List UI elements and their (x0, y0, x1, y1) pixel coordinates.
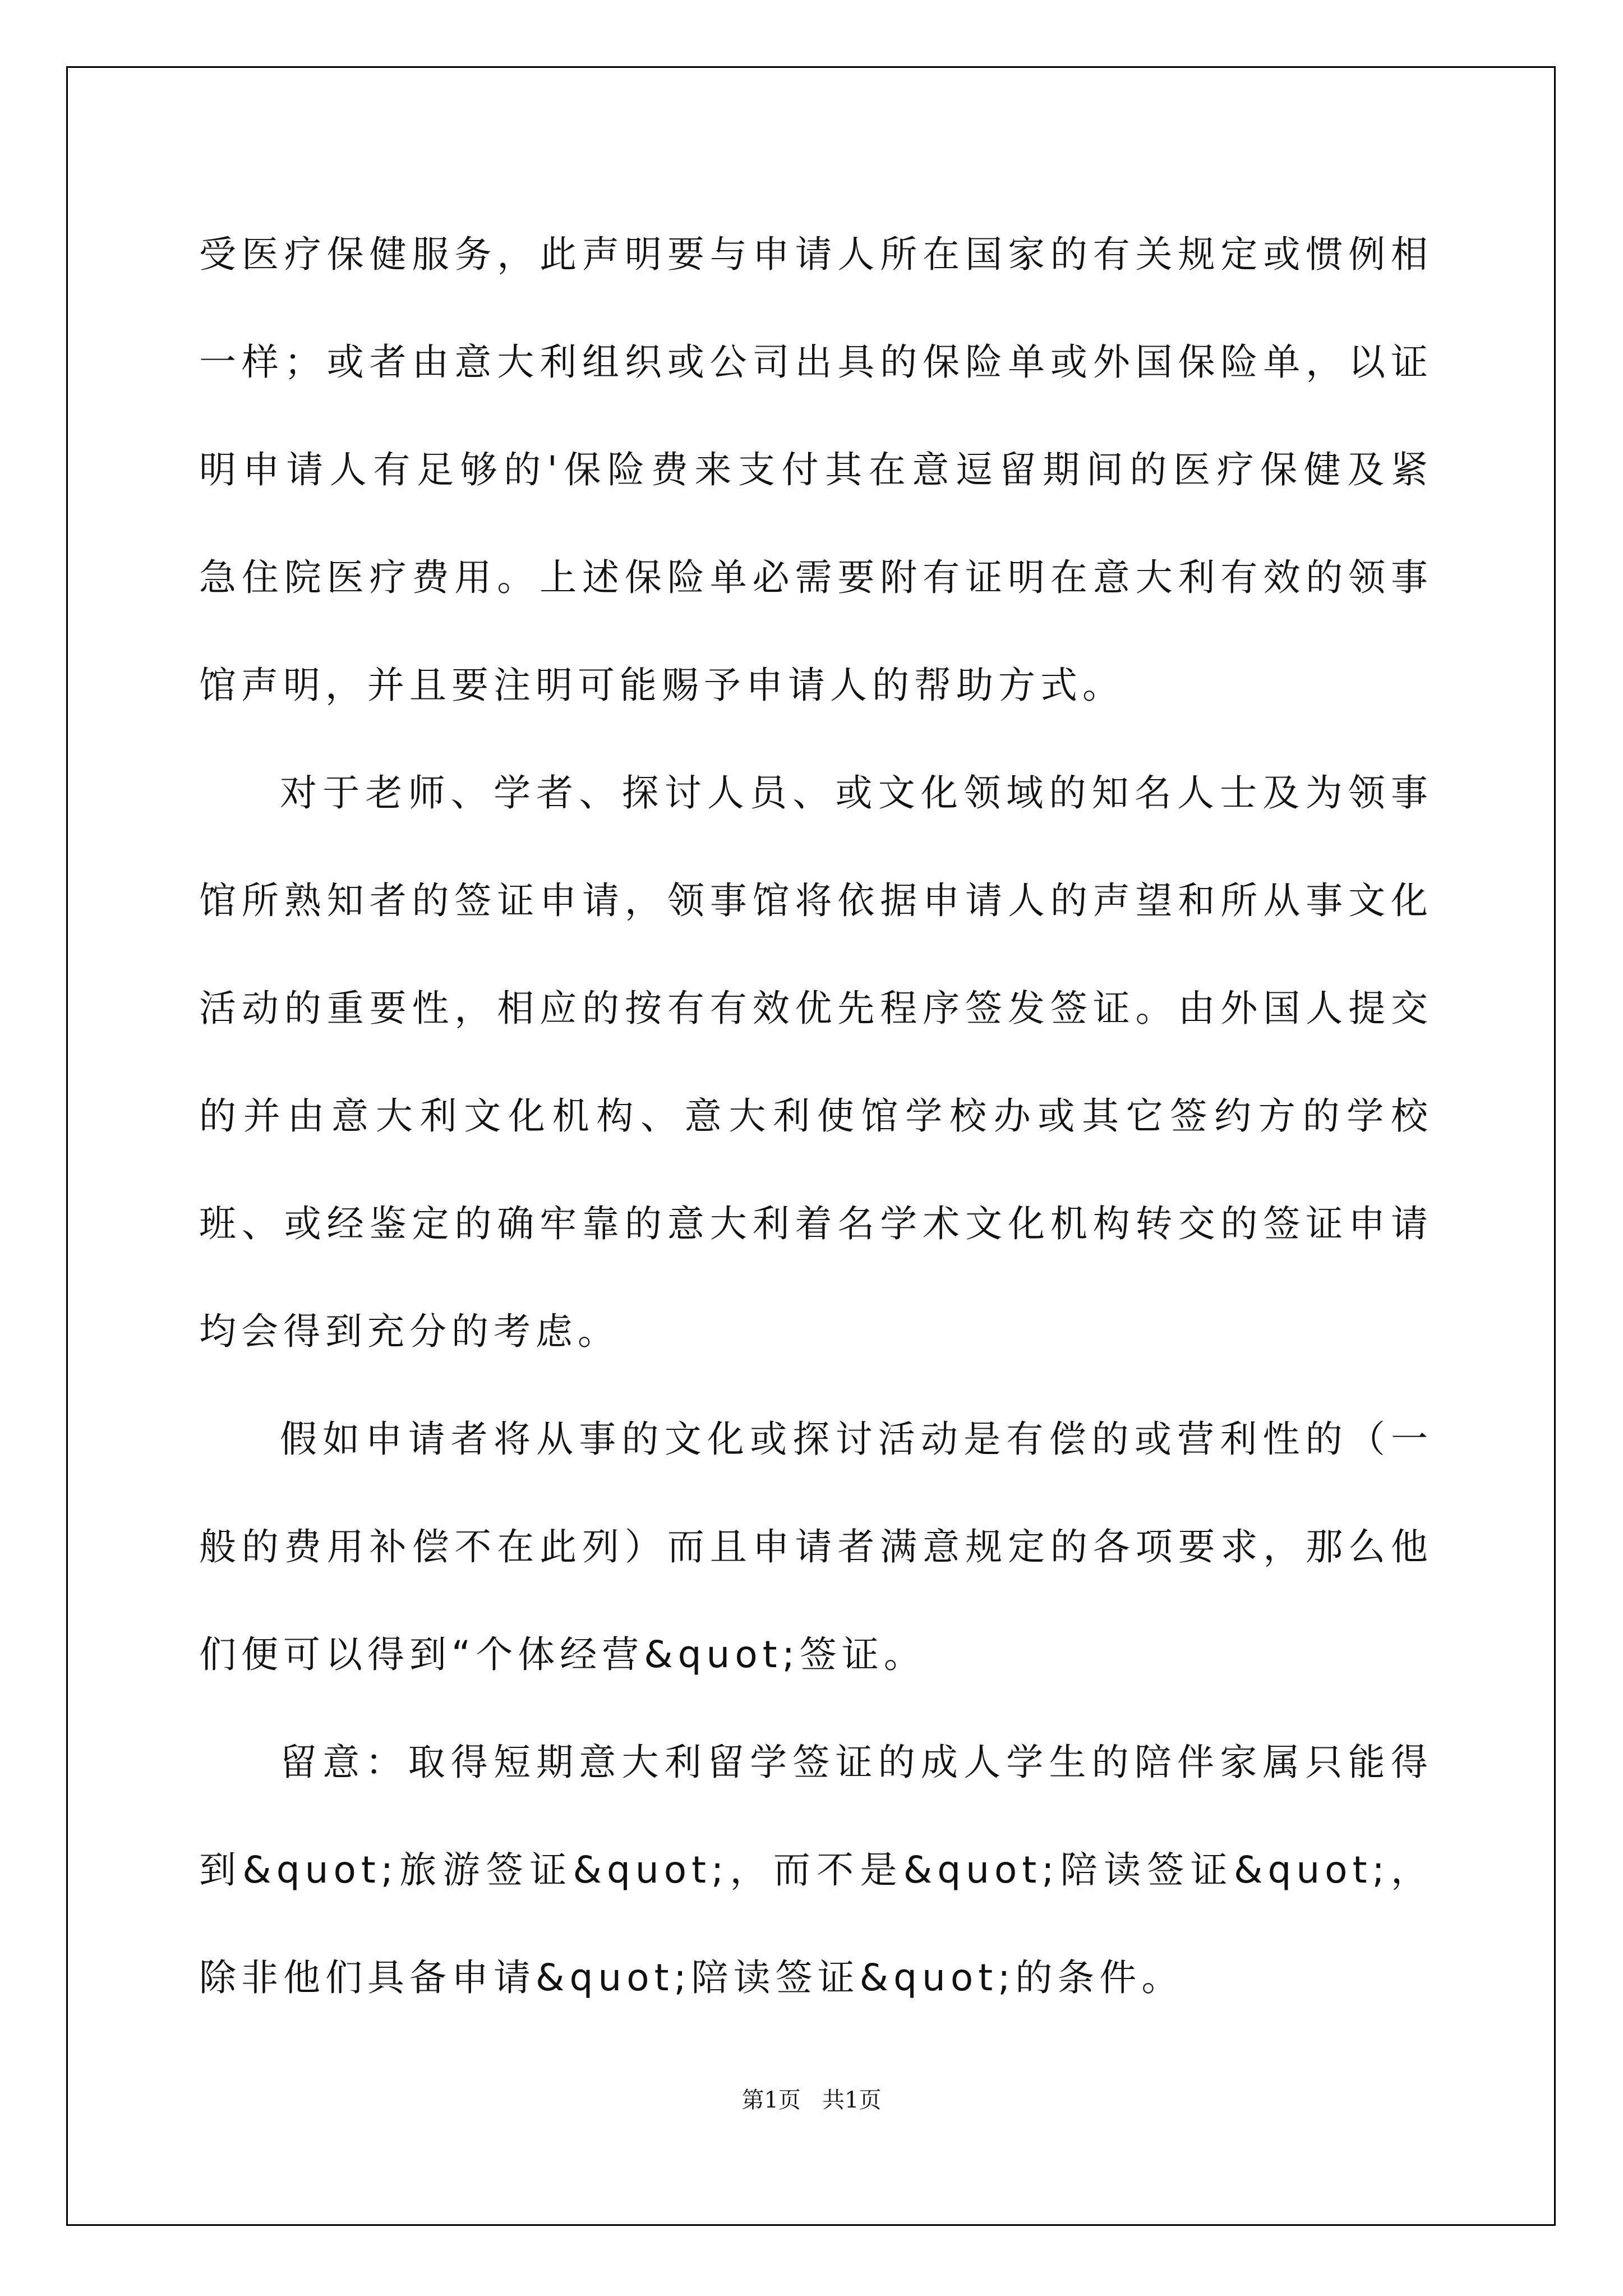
paragraph-insurance: 受医疗保健服务，此声明要与申请人所在国家的有关规定或惯例相一样；或者由意大利组织或公司出具的保险单或外国保险单，以证明申请人有足够的'保险费来支付其在意逗留期间的医疗保健及紧急住院医疗费用。上述保险单必需要附有证明在意大利有效的领事馆声明，并且要注明可能赐予申请人的帮助方式。 (199, 233, 1433, 707)
paragraph-cultural-figures: 对于老师、学者、探讨人员、或文化领域的知名人士及为领事馆所熟知者的签证申请，领事馆将依据申请人的声望和所从事文化活动的重要性，相应的按有有效优先程序签发签证。由外国人提交的并由意大利文化机构、意大利使馆学校办或其它签约方的学校班、或经鉴定的确牢靠的意大利着名学术文化机构转交的签证申请均会得到充分的考虑。 (199, 771, 1433, 1353)
paragraph-self-employment: 假如申请者将从事的文化或探讨活动是有偿的或营利性的（一般的费用补偿不在此列）而且申请者满意规定的各项要求，那么他们便可以得到“个体经营&quot;签证。 (199, 1418, 1433, 1676)
paragraph-note: 留意：取得短期意大利留学签证的成人学生的陪伴家属只能得到&quot;旅游签证&quot;，而不是&quot;陪读签证&quot;，除非他们具备申请&quot;陪读签证&quot;的条件。 (199, 1741, 1433, 1999)
document-body (199, 201, 1433, 2032)
page-number-footer: 第1页 共1页 (741, 2087, 882, 2113)
